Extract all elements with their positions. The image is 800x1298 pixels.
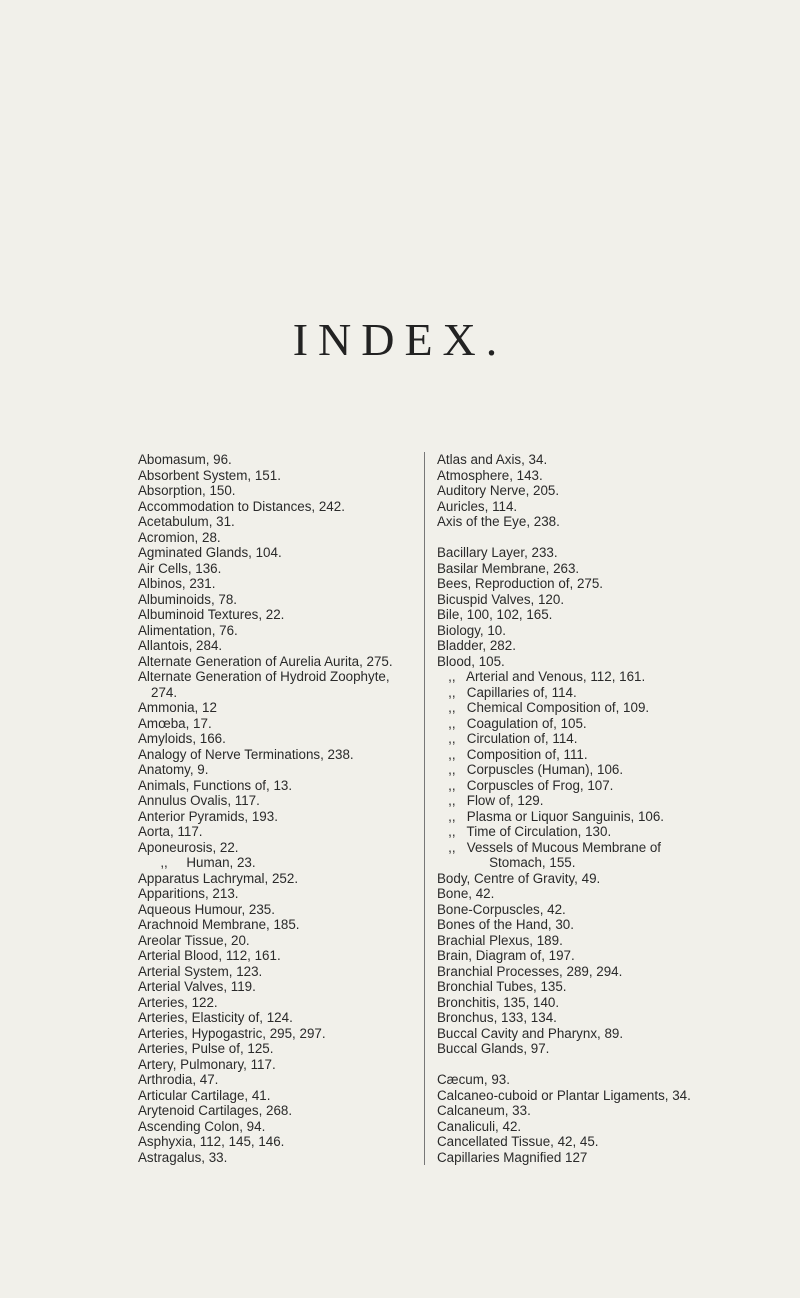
index-entry: Buccal Glands, 97. bbox=[437, 1041, 550, 1056]
index-entry: Arteries, 122. bbox=[138, 994, 218, 1010]
index-entry: Atlas and Axis, 34. bbox=[437, 452, 548, 467]
index-entry: Capillaries Magnified 127 bbox=[437, 1149, 588, 1165]
index-entry: Articular Cartilage, 41. bbox=[138, 1087, 271, 1103]
index-entry: Accommodation to Distances, 242. bbox=[138, 498, 345, 514]
index-entry: Albinos, 231. bbox=[138, 576, 216, 591]
index-entry: Allantois, 284. bbox=[138, 638, 223, 653]
index-entry: Buccal Cavity and Pharynx, 89. bbox=[437, 1025, 624, 1041]
index-entry: Ascending Colon, 94. bbox=[138, 1118, 266, 1134]
index-entry: Arterial System, 123. bbox=[138, 963, 263, 979]
index-entry: Arthrodia, 47. bbox=[138, 1072, 219, 1087]
index-entry: ,, Composition of, 111. bbox=[437, 746, 588, 762]
index-entry: ,, Vessels of Mucous Membrane of bbox=[437, 839, 662, 855]
index-entry: Absorbent System, 151. bbox=[138, 467, 281, 483]
index-entry: Acromion, 28. bbox=[138, 529, 221, 545]
index-column-right bbox=[424, 452, 722, 1165]
index-entry: Bronchus, 133, 134. bbox=[437, 1010, 557, 1025]
index-entry: Amyloids, 166. bbox=[138, 731, 226, 746]
index-entry: Cancellated Tissue, 42, 45. bbox=[437, 1134, 599, 1149]
index-entry: ,, Corpuscles (Human), 106. bbox=[437, 762, 624, 777]
index-column-left bbox=[138, 452, 410, 1165]
index-entry: Agminated Glands, 104. bbox=[138, 545, 282, 560]
index-entry: Bronchitis, 135, 140. bbox=[437, 994, 560, 1010]
index-entry: Canaliculi, 42. bbox=[437, 1118, 522, 1134]
index-entry: Arteries, Hypogastric, 295, 297. bbox=[138, 1025, 326, 1041]
index-entry: Apparitions, 213. bbox=[138, 886, 239, 901]
index-entry: Basilar Membrane, 263. bbox=[437, 560, 580, 576]
index-entry: ,, Time of Circulation, 130. bbox=[437, 824, 612, 839]
page-title: INDEX. bbox=[292, 314, 508, 365]
index-entry: Bacillary Layer, 233. bbox=[437, 545, 558, 560]
index-entry: Arachnoid Membrane, 185. bbox=[138, 917, 300, 932]
index-entry: ,, Coagulation of, 105. bbox=[437, 715, 587, 731]
index-entry: Auricles, 114. bbox=[437, 498, 518, 514]
index-entry: Bladder, 282. bbox=[437, 638, 516, 653]
index-entry: Bones of the Hand, 30. bbox=[437, 917, 574, 932]
index-entry: Acetabulum, 31. bbox=[138, 514, 235, 529]
index-entry: Anatomy, 9. bbox=[138, 762, 209, 777]
index-entry: ,, Plasma or Liquor Sanguinis, 106. bbox=[437, 808, 665, 824]
index-entry: Calcaneo-cuboid or Plantar Ligaments, 34. bbox=[437, 1087, 691, 1103]
index-entry: Axis of the Eye, 238. bbox=[437, 514, 560, 529]
index-entry: Brain, Diagram of, 197. bbox=[437, 948, 575, 963]
index-entry: Arteries, Elasticity of, 124. bbox=[138, 1010, 293, 1025]
index-entry: Albuminoids, 78. bbox=[138, 591, 237, 607]
index-entry: ,, Human, 23. bbox=[138, 855, 256, 870]
index-entry: Aqueous Humour, 235. bbox=[138, 901, 275, 917]
index-entry: Branchial Processes, 289, 294. bbox=[437, 963, 623, 979]
index-entry: Body, Centre of Gravity, 49. bbox=[437, 870, 601, 886]
index-entry: Bile, 100, 102, 165. bbox=[437, 607, 553, 622]
index-entry: ,, Capillaries of, 114. bbox=[437, 684, 577, 700]
index-entry: Aponeurosis, 22. bbox=[138, 839, 239, 855]
index-entry: Amœba, 17. bbox=[138, 715, 212, 731]
index-entry: Air Cells, 136. bbox=[138, 560, 222, 576]
index-entry: Artery, Pulmonary, 117. bbox=[138, 1056, 276, 1072]
index-entry: Bicuspid Valves, 120. bbox=[437, 591, 565, 607]
index-entry: Alternate Generation of Aurelia Aurita, 275. bbox=[138, 653, 393, 669]
index-entry: Bone, 42. bbox=[437, 886, 495, 901]
index-entry: Annulus Ovalis, 117. bbox=[138, 793, 260, 808]
index-entry: ,, Arterial and Venous, 112, 161. bbox=[437, 669, 646, 684]
index-entry: Cæcum, 93. bbox=[437, 1072, 510, 1087]
index-entry: Alimentation, 76. bbox=[138, 622, 238, 638]
index-entry: Calcaneum, 33. bbox=[437, 1103, 531, 1118]
index-entry: Analogy of Nerve Terminations, 238. bbox=[138, 746, 354, 762]
index-entry: Anterior Pyramids, 193. bbox=[138, 808, 278, 824]
index-entry: Abomasum, 96. bbox=[138, 452, 232, 467]
index-entry: Blood, 105. bbox=[437, 653, 505, 669]
index-entry: Arterial Valves, 119. bbox=[138, 979, 256, 994]
index-entry: Arterial Blood, 112, 161. bbox=[138, 948, 281, 963]
index-entry: Auditory Nerve, 205. bbox=[437, 483, 560, 498]
index-entry: Albuminoid Textures, 22. bbox=[138, 607, 285, 622]
index-entry: Animals, Functions of, 13. bbox=[138, 777, 293, 793]
index-entry: Arteries, Pulse of, 125. bbox=[138, 1041, 274, 1056]
index-entry: Stomach, 155. bbox=[437, 855, 576, 870]
index-entry: ,, Circulation of, 114. bbox=[437, 731, 578, 746]
index-entry: Brachial Plexus, 189. bbox=[437, 932, 563, 948]
index-entry: ,, Flow of, 129. bbox=[437, 793, 544, 808]
index-entry: Areolar Tissue, 20. bbox=[138, 932, 250, 948]
index-entry: Biology, 10. bbox=[437, 622, 506, 638]
index-entry: Ammonia, 12 bbox=[138, 700, 217, 715]
index-entry: Alternate Generation of Hydroid Zoophyte, 274. bbox=[138, 669, 394, 700]
index-entry: Bees, Reproduction of, 275. bbox=[437, 576, 604, 591]
index-entry: Astragalus, 33. bbox=[138, 1149, 228, 1165]
index-entry: Aorta, 117. bbox=[138, 824, 203, 839]
index-entry: Apparatus Lachrymal, 252. bbox=[138, 870, 299, 886]
index-entry: Absorption, 150. bbox=[138, 483, 236, 498]
index-entry: Arytenoid Cartilages, 268. bbox=[138, 1103, 293, 1118]
index-entry: ,, Chemical Composition of, 109. bbox=[437, 700, 650, 715]
index-entry: Bronchial Tubes, 135. bbox=[437, 979, 567, 994]
index-entry: Atmosphere, 143. bbox=[437, 467, 543, 483]
index-entry: Bone-Corpuscles, 42. bbox=[437, 901, 566, 917]
index-entry: ,, Corpuscles of Frog, 107. bbox=[437, 777, 614, 793]
index-entry: Asphyxia, 112, 145, 146. bbox=[138, 1134, 285, 1149]
